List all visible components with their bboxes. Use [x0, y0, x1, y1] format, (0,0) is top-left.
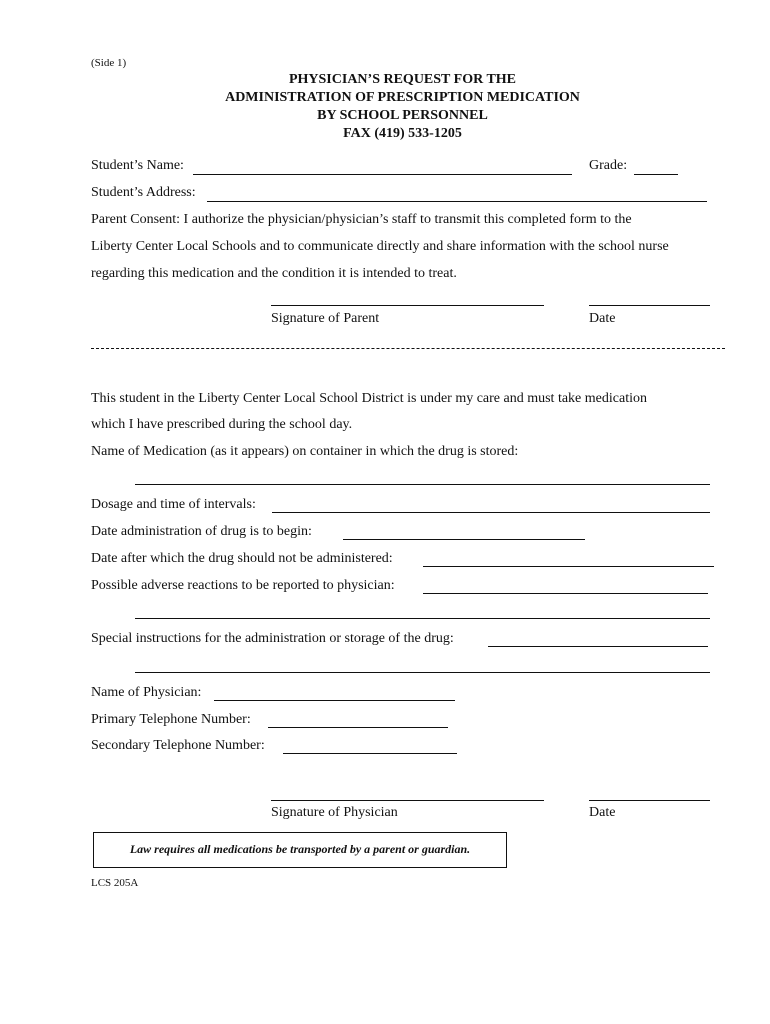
medication-name-label: Name of Medication (as it appears) on container in which the drug is stored: [91, 444, 519, 459]
form-title-line-2: ADMINISTRATION OF PRESCRIPTION MEDICATION [225, 90, 580, 105]
student-address-label: Student’s Address: [91, 185, 196, 200]
form-title-line-1: PHYSICIAN’S REQUEST FOR THE [288, 72, 517, 87]
adverse-reactions-label: Possible adverse reactions to be reported to physician: [91, 578, 395, 593]
dosage-label: Dosage and time of intervals: [91, 497, 256, 512]
care-statement-line-1: This student in the Liberty Center Local School District is under my care and must take medication [91, 391, 647, 406]
adverse-reactions-field-line-2[interactable] [135, 618, 710, 619]
parent-signature-field[interactable] [271, 305, 544, 306]
special-instructions-field-line-2[interactable] [135, 672, 710, 673]
dosage-field[interactable] [272, 512, 710, 513]
parent-date-field[interactable] [589, 305, 710, 306]
parent-consent-line-1: Parent Consent: I authorize the physician/physician’s staff to transmit this completed form to the [91, 212, 632, 227]
parent-signature-label: Signature of Parent [271, 311, 380, 326]
cut-line-divider [91, 348, 725, 349]
form-code: LCS 205A [91, 877, 139, 889]
transport-notice-text: Law requires all medications be transported by a parent or guardian. [129, 842, 471, 856]
physician-name-label: Name of Physician: [91, 685, 202, 700]
medication-name-field[interactable] [135, 484, 710, 485]
date-end-label: Date after which the drug should not be administered: [91, 551, 393, 566]
physician-signature-field[interactable] [271, 800, 544, 801]
secondary-phone-field[interactable] [283, 753, 457, 754]
parent-date-label: Date [589, 311, 616, 326]
student-address-field[interactable] [207, 201, 707, 202]
care-statement-line-2: which I have prescribed during the school day. [91, 417, 353, 432]
fax-number: FAX (419) 533-1205 [343, 126, 462, 141]
adverse-reactions-field[interactable] [423, 593, 708, 594]
primary-phone-label: Primary Telephone Number: [91, 712, 251, 727]
student-name-field[interactable] [193, 174, 572, 175]
parent-consent-line-2: Liberty Center Local Schools and to communicate directly and share information with the school nurse [91, 239, 669, 254]
date-begin-field[interactable] [343, 539, 585, 540]
physician-date-field[interactable] [589, 800, 710, 801]
parent-consent-line-3: regarding this medication and the condition it is intended to treat. [91, 266, 457, 281]
side-label: (Side 1) [91, 57, 127, 69]
grade-label: Grade: [589, 158, 628, 173]
transport-notice-box [93, 832, 507, 868]
date-end-field[interactable] [423, 566, 714, 567]
special-instructions-label: Special instructions for the administration or storage of the drug: [91, 631, 454, 646]
secondary-phone-label: Secondary Telephone Number: [91, 738, 265, 753]
student-name-label: Student’s Name: [91, 158, 184, 173]
special-instructions-field[interactable] [488, 646, 708, 647]
physician-name-field[interactable] [214, 700, 455, 701]
grade-field[interactable] [634, 174, 678, 175]
primary-phone-field[interactable] [268, 727, 448, 728]
date-begin-label: Date administration of drug is to begin: [91, 524, 312, 539]
physician-date-label: Date [589, 805, 616, 820]
physician-signature-label: Signature of Physician [271, 805, 398, 820]
form-title-line-3: BY SCHOOL PERSONNEL [317, 108, 488, 123]
